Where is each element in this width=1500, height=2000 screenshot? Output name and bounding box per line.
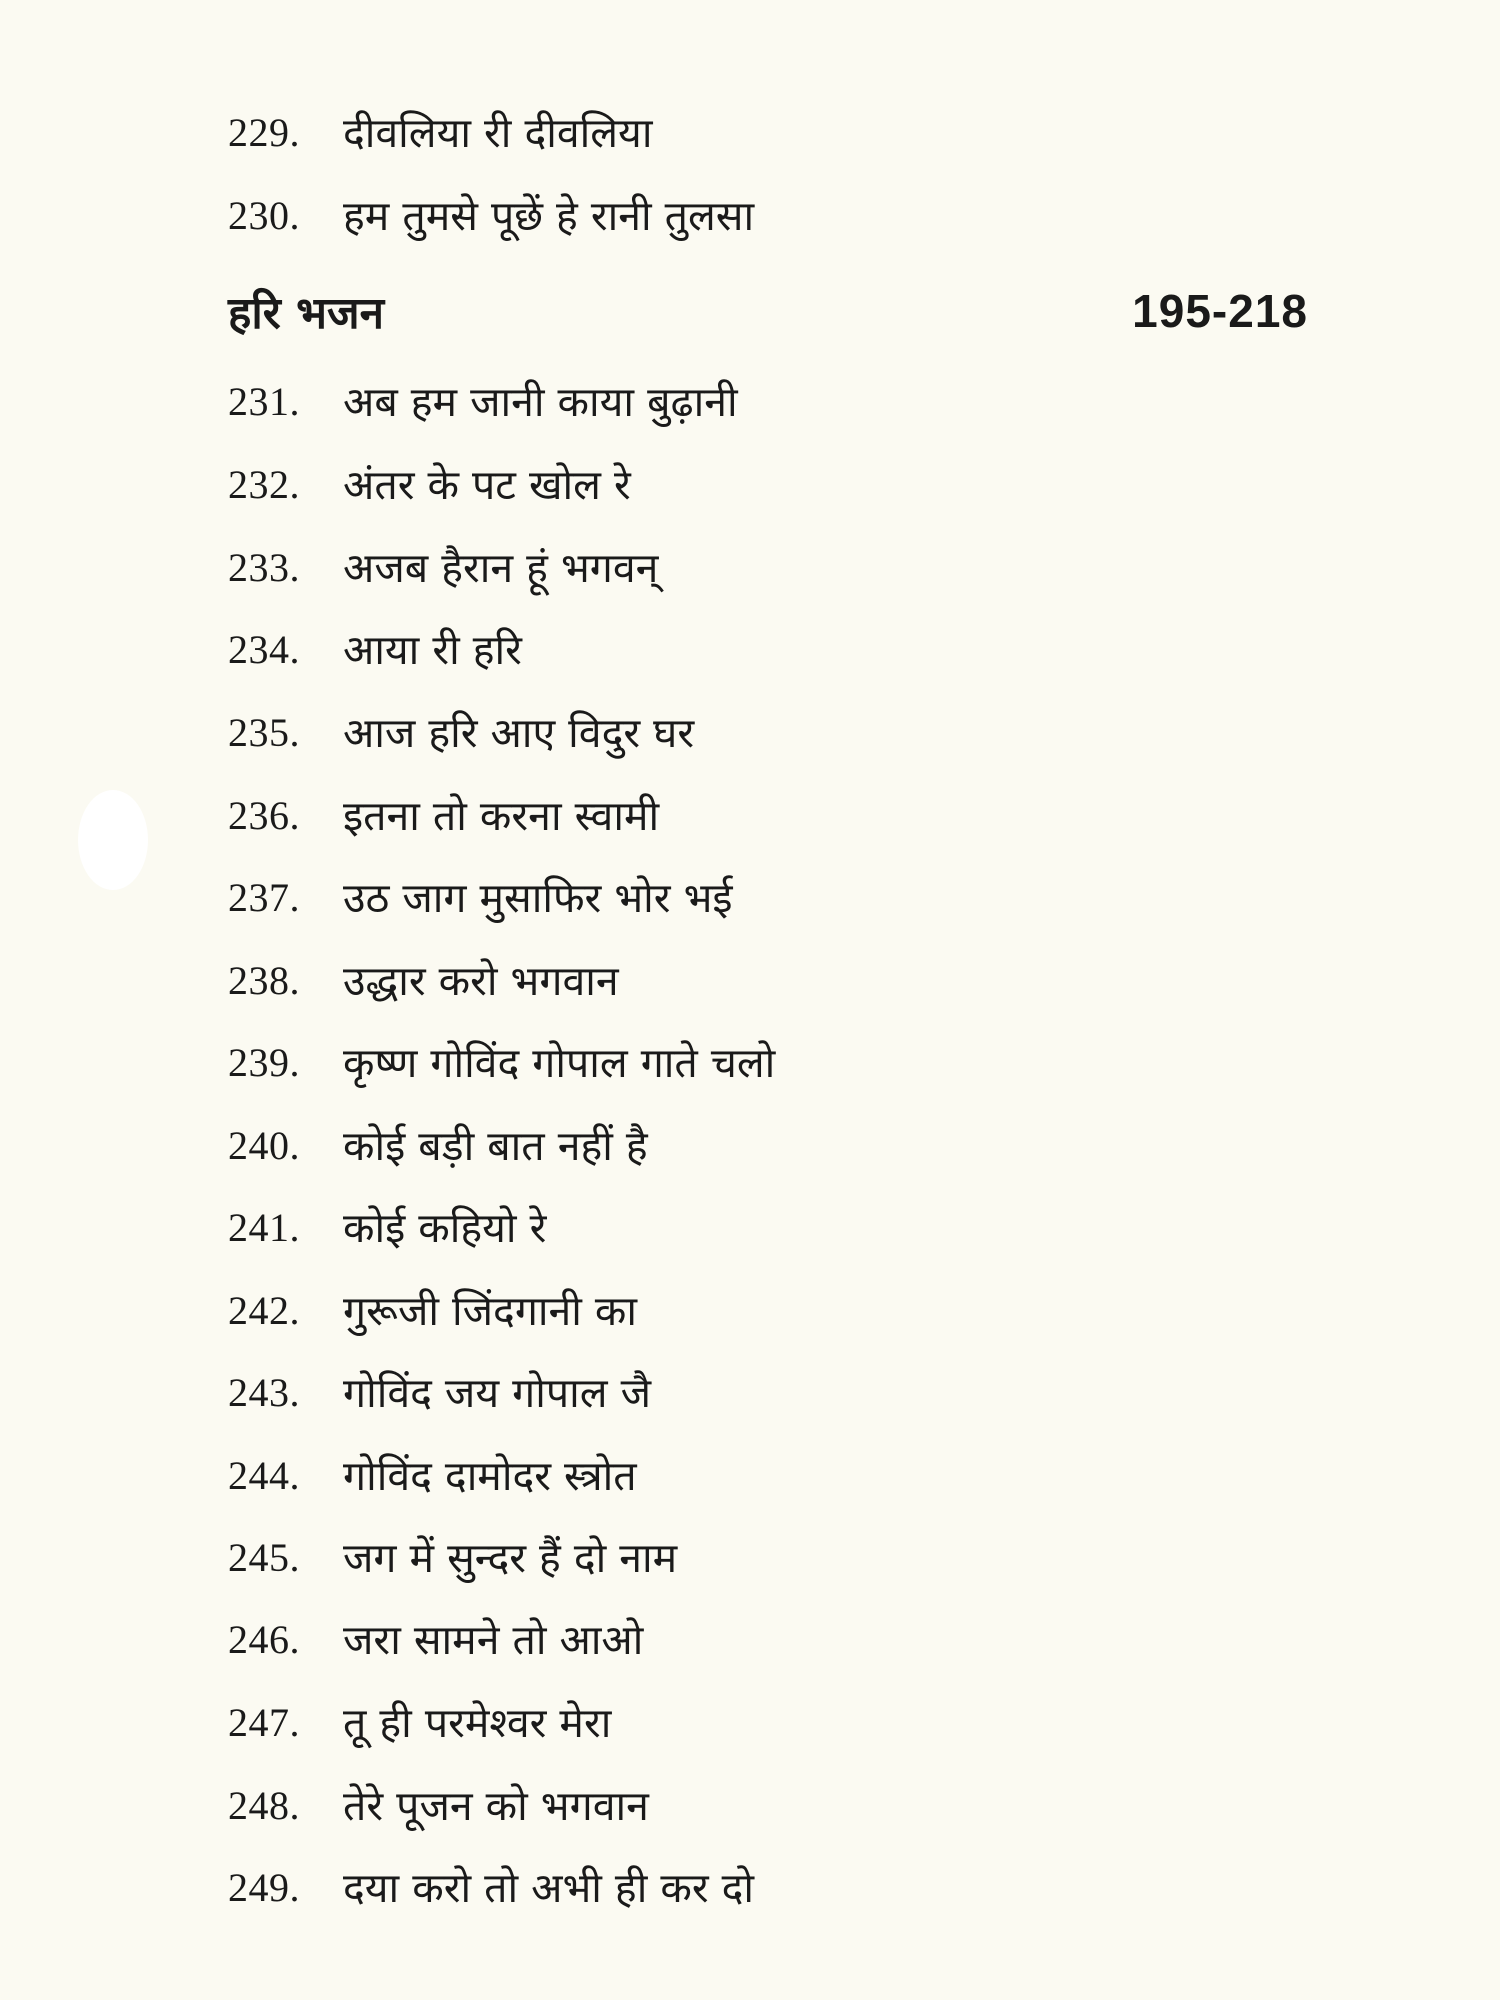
list-item bbox=[228, 1852, 754, 1922]
entry-number: 233. bbox=[228, 544, 300, 590]
list-item bbox=[228, 614, 522, 684]
entry-number: 231. bbox=[228, 378, 300, 424]
entry-title: तू ही परमेश्वर मेरा bbox=[343, 1699, 612, 1747]
entry-number: 235. bbox=[228, 709, 300, 755]
entry-number: 244. bbox=[228, 1452, 300, 1498]
list-item bbox=[228, 1110, 648, 1180]
entry-title: तेरे पूजन को भगवान bbox=[343, 1782, 649, 1830]
entry-title: आज हरि आए विदुर घर bbox=[343, 709, 695, 757]
list-item bbox=[228, 366, 738, 436]
entry-number: 245. bbox=[228, 1534, 300, 1580]
entry-number: 232. bbox=[228, 461, 300, 507]
entry-number: 240. bbox=[228, 1122, 300, 1168]
list-item bbox=[228, 945, 619, 1015]
entry-title: उद्धार करो भगवान bbox=[343, 957, 619, 1005]
list-item bbox=[228, 1687, 611, 1757]
entry-title: इतना तो करना स्वामी bbox=[343, 792, 660, 840]
section-heading bbox=[228, 276, 1308, 346]
entry-number: 234. bbox=[228, 626, 300, 672]
entry-number: 243. bbox=[228, 1369, 300, 1415]
entry-title: जग में सुन्दर हैं दो नाम bbox=[343, 1534, 678, 1582]
entry-title: अजब हैरान हूं भगवन् bbox=[343, 544, 659, 592]
paper-blemish bbox=[78, 790, 148, 890]
section-title: हरि भजन bbox=[228, 288, 385, 339]
list-item bbox=[228, 1192, 546, 1262]
list-item bbox=[228, 697, 694, 767]
entry-number: 229. bbox=[228, 109, 300, 155]
list-item bbox=[228, 1604, 643, 1674]
entry-title: अंतर के पट खोल रे bbox=[343, 461, 631, 509]
list-item bbox=[228, 180, 754, 250]
entry-number: 239. bbox=[228, 1039, 300, 1085]
list-item bbox=[228, 1357, 651, 1427]
entry-title: दीवलिया री दीवलिया bbox=[343, 109, 653, 157]
entry-title: अब हम जानी काया बुढ़ानी bbox=[343, 378, 738, 426]
list-item bbox=[228, 1440, 637, 1510]
list-item bbox=[228, 1027, 775, 1097]
entry-title: उठ जाग मुसाफिर भोर भई bbox=[343, 874, 733, 922]
entry-title: कृष्ण गोविंद गोपाल गाते चलो bbox=[343, 1039, 776, 1087]
entry-number: 242. bbox=[228, 1287, 300, 1333]
entry-number: 236. bbox=[228, 792, 300, 838]
entry-title: आया री हरि bbox=[343, 626, 522, 674]
list-item bbox=[228, 97, 652, 167]
list-item bbox=[228, 449, 631, 519]
entry-title: कोई बड़ी बात नहीं है bbox=[343, 1122, 648, 1170]
entry-title: कोई कहियो रे bbox=[343, 1204, 547, 1252]
entry-number: 248. bbox=[228, 1782, 300, 1828]
list-item bbox=[228, 780, 659, 850]
entry-number: 249. bbox=[228, 1864, 300, 1910]
list-item bbox=[228, 862, 733, 932]
list-item bbox=[228, 1275, 637, 1345]
entry-number: 238. bbox=[228, 957, 300, 1003]
entry-number: 241. bbox=[228, 1204, 300, 1250]
entry-title: गोविंद जय गोपाल जै bbox=[343, 1369, 652, 1417]
entry-title: गुरूजी जिंदगानी का bbox=[343, 1287, 638, 1335]
entry-number: 247. bbox=[228, 1699, 300, 1745]
entry-number: 246. bbox=[228, 1616, 300, 1662]
entry-title: जरा सामने तो आओ bbox=[343, 1616, 644, 1664]
entry-number: 237. bbox=[228, 874, 300, 920]
entry-title: दया करो तो अभी ही कर दो bbox=[343, 1864, 755, 1912]
entry-number: 230. bbox=[228, 192, 300, 238]
entry-title: गोविंद दामोदर स्त्रोत bbox=[343, 1452, 637, 1500]
list-item bbox=[228, 1522, 677, 1592]
list-item bbox=[228, 1770, 649, 1840]
list-item bbox=[228, 532, 658, 602]
section-page-range: 195-218 bbox=[1132, 285, 1308, 337]
entry-title: हम तुमसे पूछें हे रानी तुलसा bbox=[343, 192, 755, 240]
